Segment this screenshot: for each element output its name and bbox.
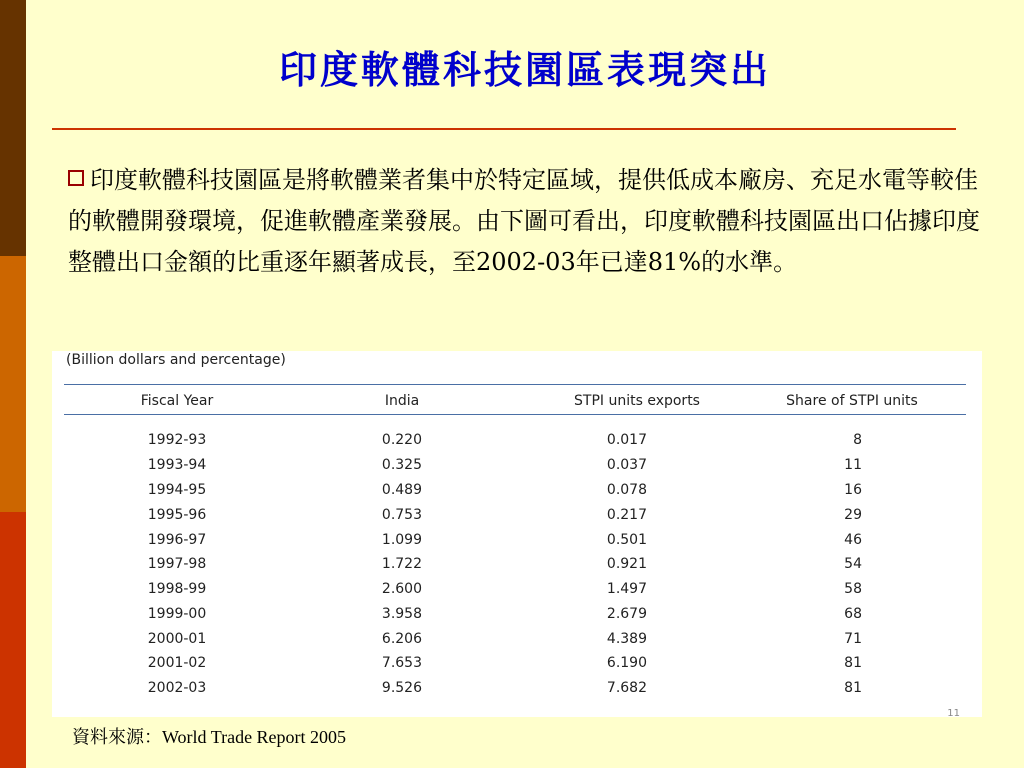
cell-share: 54: [844, 556, 862, 572]
page-number: 11: [947, 708, 960, 719]
cell-fiscal-year: 2001-02: [147, 655, 207, 671]
cell-india: 7.653: [381, 655, 422, 671]
square-bullet-icon: [68, 170, 84, 186]
cell-share: 81: [844, 680, 862, 696]
cell-fiscal-year: 2002-03: [147, 680, 207, 696]
cell-fiscal-year: 1992-93: [147, 432, 207, 448]
cell-share: 58: [844, 581, 862, 597]
source-note: [72, 724, 346, 751]
source-label: 資料來源：: [72, 727, 162, 748]
cell-stpi-exports: 0.921: [606, 556, 647, 572]
cell-stpi-exports: 0.017: [606, 432, 647, 448]
cell-india: 9.526: [381, 680, 422, 696]
cell-fiscal-year: 2000-01: [147, 631, 207, 647]
cell-stpi-exports: 0.078: [606, 482, 647, 498]
cell-india: 1.099: [381, 532, 422, 548]
table-caption: (Billion dollars and percentage): [66, 352, 286, 368]
title-divider: [52, 128, 956, 130]
cell-india: 0.325: [381, 457, 422, 473]
table-header-rule: [64, 414, 966, 415]
cell-stpi-exports: 0.501: [606, 532, 647, 548]
cell-fiscal-year: 1994-95: [147, 482, 207, 498]
cell-share: 8: [853, 432, 862, 448]
side-bar-top-segment: [0, 0, 26, 256]
source-text: World Trade Report 2005: [162, 727, 347, 747]
cell-fiscal-year: 1999-00: [147, 606, 207, 622]
cell-india: 6.206: [381, 631, 422, 647]
slide-title: 印度軟體科技園區表現突出: [278, 47, 771, 92]
cell-share: 81: [844, 655, 862, 671]
side-bar-bottom-segment: [0, 512, 26, 768]
header-stpi-exports: STPI units exports: [574, 393, 700, 409]
cell-share: 16: [844, 482, 862, 498]
cell-fiscal-year: 1993-94: [147, 457, 207, 473]
cell-share: 68: [844, 606, 862, 622]
cell-stpi-exports: 6.190: [606, 655, 647, 671]
cell-stpi-exports: 2.679: [606, 606, 647, 622]
table-top-rule: [64, 384, 966, 385]
cell-stpi-exports: 0.037: [606, 457, 647, 473]
cell-india: 3.958: [381, 606, 422, 622]
cell-share: 29: [844, 507, 862, 523]
cell-stpi-exports: 7.682: [606, 680, 647, 696]
cell-fiscal-year: 1996-97: [147, 532, 207, 548]
cell-stpi-exports: 1.497: [606, 581, 647, 597]
cell-fiscal-year: 1998-99: [147, 581, 207, 597]
cell-fiscal-year: 1997-98: [147, 556, 207, 572]
cell-stpi-exports: 4.389: [606, 631, 647, 647]
cell-india: 2.600: [381, 581, 422, 597]
cell-fiscal-year: 1995-96: [147, 507, 207, 523]
cell-india: 1.722: [381, 556, 422, 572]
header-fiscal-year: Fiscal Year: [140, 393, 214, 409]
cell-share: 71: [844, 631, 862, 647]
data-table: [52, 351, 982, 717]
cell-india: 0.753: [381, 507, 422, 523]
cell-share: 11: [844, 457, 862, 473]
side-bar-middle-segment: [0, 256, 26, 512]
cell-share: 46: [844, 532, 862, 548]
bullet-text: 印度軟體科技園區是將軟體業者集中於特定區域，提供低成本廠房、充足水電等較佳的軟體開發環境，促進軟體產業發展。由下圖可看出，印度軟體科技園區出口佔據印度整體出口金額的比重逐年顯著成長，至2002-03年已達81%的水準。: [68, 166, 980, 276]
header-share-stpi: Share of STPI units: [786, 393, 918, 409]
cell-india: 0.489: [381, 482, 422, 498]
cell-india: 0.220: [381, 432, 422, 448]
cell-stpi-exports: 0.217: [606, 507, 647, 523]
bullet-paragraph: [68, 160, 988, 283]
header-india: India: [384, 393, 420, 409]
